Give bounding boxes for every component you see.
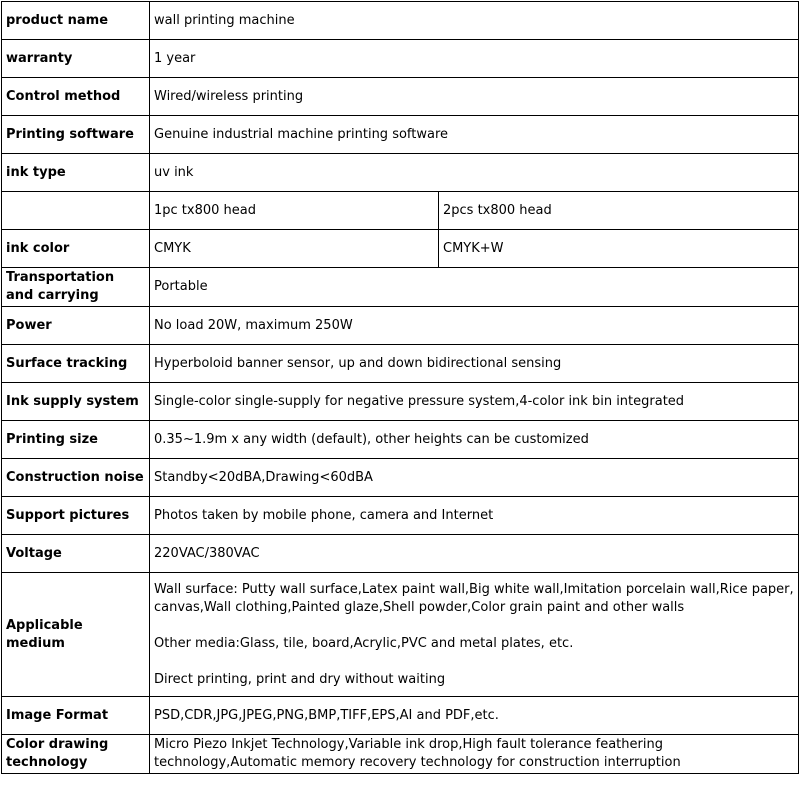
table-row <box>2 268 799 307</box>
medium-paragraph: Other media:Glass, tile, board,Acrylic,PVC and metal plates, etc. <box>154 635 574 651</box>
row-value: Single-color single-supply for negative pressure system,4-color ink bin integrated <box>150 383 799 421</box>
row-value <box>150 573 799 697</box>
row-label: ink color <box>2 230 150 268</box>
row-label: ink type <box>2 154 150 192</box>
row-label: Support pictures <box>2 497 150 535</box>
row-label: product name <box>2 2 150 40</box>
row-label: Construction noise <box>2 459 150 497</box>
row-label: Transportation and carrying <box>2 268 150 307</box>
table-row <box>2 154 799 192</box>
table-row <box>2 573 799 697</box>
row-value: PSD,CDR,JPG,JPEG,PNG,BMP,TIFF,EPS,AI and PDF,etc. <box>150 697 799 735</box>
row-label: Voltage <box>2 535 150 573</box>
medium-paragraph: Direct printing, print and dry without waiting <box>154 671 446 687</box>
row-value: Wired/wireless printing <box>150 78 799 116</box>
table-row <box>2 230 799 268</box>
table-row <box>2 307 799 345</box>
row-value: wall printing machine <box>150 2 799 40</box>
table-row <box>2 459 799 497</box>
row-label: Printing software <box>2 116 150 154</box>
row-value: Hyperboloid banner sensor, up and down bidirectional sensing <box>150 345 799 383</box>
row-label: Color drawing technology <box>2 735 150 774</box>
row-value-a: CMYK <box>150 230 439 268</box>
row-value: uv ink <box>150 154 799 192</box>
table-row <box>2 735 799 774</box>
row-label: Applicable medium <box>2 573 150 697</box>
table-row <box>2 345 799 383</box>
row-value: Photos taken by mobile phone, camera and Internet <box>150 497 799 535</box>
row-value: Portable <box>150 268 799 307</box>
row-label: Power <box>2 307 150 345</box>
table-row <box>2 383 799 421</box>
table-row <box>2 40 799 78</box>
row-label: warranty <box>2 40 150 78</box>
row-value-b: 2pcs tx800 head <box>439 192 799 230</box>
row-value-b: CMYK+W <box>439 230 799 268</box>
row-value-a: 1pc tx800 head <box>150 192 439 230</box>
row-label: Surface tracking <box>2 345 150 383</box>
table-row <box>2 535 799 573</box>
row-value: Micro Piezo Inkjet Technology,Variable ink drop,High fault tolerance feathering technology,Automatic memory recovery technology for construction interruption <box>150 735 799 774</box>
row-value: 1 year <box>150 40 799 78</box>
row-label: Image Format <box>2 697 150 735</box>
row-label: Ink supply system <box>2 383 150 421</box>
row-label: Control method <box>2 78 150 116</box>
table-row <box>2 192 799 230</box>
medium-paragraph: Wall surface: Putty wall surface,Latex paint wall,Big white wall,Imitation porcelain wall,Rice paper, canvas,Wall clothing,Painted glaze,Shell powder,Color grain paint and other walls <box>154 581 794 615</box>
table-row <box>2 697 799 735</box>
table-row <box>2 497 799 535</box>
table-row <box>2 116 799 154</box>
table-row <box>2 78 799 116</box>
table-row <box>2 2 799 40</box>
row-value: Genuine industrial machine printing software <box>150 116 799 154</box>
row-label: Printing size <box>2 421 150 459</box>
row-value: 0.35~1.9m x any width (default), other heights can be customized <box>150 421 799 459</box>
table-row <box>2 421 799 459</box>
row-label <box>2 192 150 230</box>
row-value: No load 20W, maximum 250W <box>150 307 799 345</box>
row-value: 220VAC/380VAC <box>150 535 799 573</box>
spec-table <box>1 1 799 774</box>
row-value: Standby<20dBA,Drawing<60dBA <box>150 459 799 497</box>
